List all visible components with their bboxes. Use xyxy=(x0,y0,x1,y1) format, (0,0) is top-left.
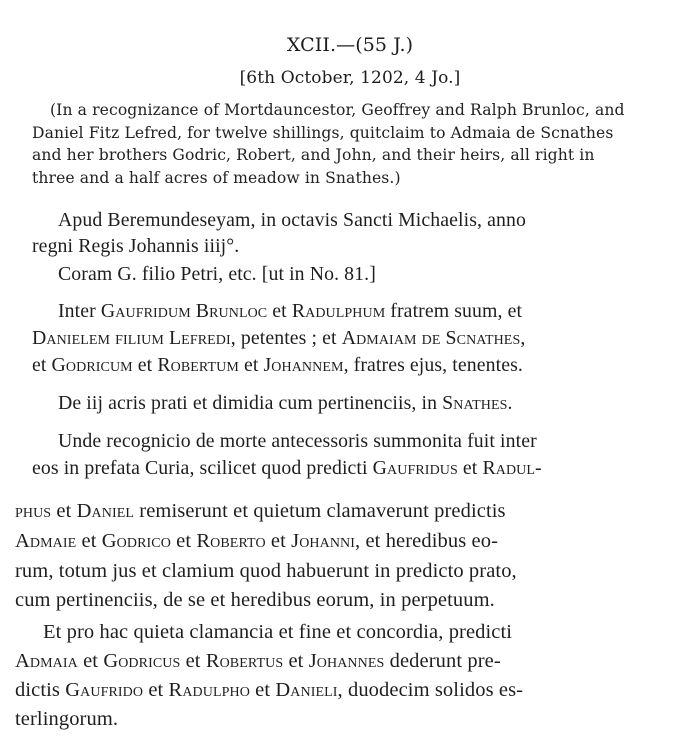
person-name: Radul- xyxy=(482,457,542,479)
text-span: dictis xyxy=(15,679,66,701)
person-name: Radulphum xyxy=(291,300,386,322)
person-name: Admaia xyxy=(15,650,78,672)
text-span: et xyxy=(238,354,264,376)
person-name: Gaufrido xyxy=(65,679,144,701)
person-name: Godrico xyxy=(101,530,171,552)
paragraph-line xyxy=(15,500,506,523)
person-name: Gaufridus xyxy=(372,457,458,479)
person-name: Radulpho xyxy=(168,679,250,701)
text-span: dederunt pre- xyxy=(384,650,501,672)
paragraph-line xyxy=(15,650,501,673)
person-name: Johannes xyxy=(308,650,385,672)
paragraph-line: Et pro hac quieta clamancia et fine et concordia, predicti xyxy=(43,621,513,643)
text-span: eos in prefata Curia, scilicet quod predicti xyxy=(32,457,373,479)
paragraph-line: Apud Beremundeseyam, in octavis Sancti Michaelis, anno xyxy=(58,209,526,231)
paragraph-line: rum, totum jus et clamium quod habuerunt in predicto prato, xyxy=(15,560,517,582)
text-span: et xyxy=(77,650,104,672)
document-heading: XCII.—(55 J.) xyxy=(286,34,414,56)
paragraph-line xyxy=(32,457,542,480)
document-date: [6th October, 1202, 4 Jo.] xyxy=(239,68,461,88)
person-name: Gaufridum Brunloc xyxy=(100,300,268,322)
text-span: et xyxy=(51,500,77,522)
person-name: Danieli xyxy=(275,679,338,701)
text-span: remiserunt et quietum clamaverunt predictis xyxy=(134,500,506,522)
text-span: et xyxy=(180,650,206,672)
text-span: , xyxy=(520,327,526,349)
text-span: et xyxy=(32,354,52,376)
paragraph-line: Unde recognicio de morte antecessoris summonita fuit inter xyxy=(58,430,537,452)
paragraph-line xyxy=(32,327,525,350)
summary-line: and her brothers Godric, Robert, and John, and their heirs, all right in xyxy=(32,146,595,164)
text-span: et xyxy=(132,354,158,376)
person-name: Admaie xyxy=(15,530,77,552)
place-name: Snathes xyxy=(442,392,508,414)
text-span: , petentes ; et xyxy=(230,327,342,349)
paragraph-line xyxy=(15,679,523,702)
text-span: , et heredibus eo- xyxy=(355,530,498,552)
person-name: Admaiam de Scnathes xyxy=(341,327,521,349)
paragraph-line: terlingorum. xyxy=(15,708,119,730)
text-span: De iij acris prati et dimidia cum pertinenciis, in xyxy=(58,392,443,414)
person-name: Godricus xyxy=(103,650,181,672)
text-span: , duodecim solidos es- xyxy=(337,679,524,701)
paragraph-line: Coram G. filio Petri, etc. [ut in No. 81.] xyxy=(58,263,376,285)
text-span: et xyxy=(76,530,102,552)
text-span: , fratres ejus, tenentes. xyxy=(343,354,523,376)
text-span: Inter xyxy=(58,300,101,322)
text-span: fratrem suum, et xyxy=(385,300,523,322)
text-span: et xyxy=(143,679,169,701)
person-name: Johannem xyxy=(263,354,344,376)
paragraph-line: cum pertinenciis, de se et heredibus eorum, in perpetuum. xyxy=(15,589,495,611)
person-name: Danielem filium Lefredi xyxy=(32,327,231,349)
summary-line: three and a half acres of meadow in Snathes.) xyxy=(32,169,401,187)
text-span: . xyxy=(507,392,513,414)
person-name: Daniel xyxy=(76,500,135,522)
summary-line: (In a recognizance of Mortdauncestor, Geoffrey and Ralph Brunloc, and xyxy=(50,101,625,119)
person-name: Robertum xyxy=(157,354,239,376)
text-span: et xyxy=(283,650,309,672)
summary-line: Daniel Fitz Lefred, for twelve shillings, quitclaim to Admaia de Scnathes xyxy=(32,124,614,142)
person-name: phus xyxy=(15,500,52,522)
person-name: Godricum xyxy=(51,354,133,376)
text-span: et xyxy=(249,679,276,701)
text-span: et xyxy=(267,300,292,322)
text-span: et xyxy=(170,530,197,552)
paragraph-line xyxy=(58,300,522,323)
text-span: et xyxy=(457,457,483,479)
paragraph-line: regni Regis Johannis iiij°. xyxy=(32,235,240,257)
paragraph-line xyxy=(58,392,513,415)
paragraph-line xyxy=(15,530,498,553)
person-name: Roberto xyxy=(196,530,266,552)
text-span: et xyxy=(265,530,292,552)
person-name: Robertus xyxy=(205,650,284,672)
paragraph-line xyxy=(32,354,523,377)
person-name: Johanni xyxy=(291,530,356,552)
